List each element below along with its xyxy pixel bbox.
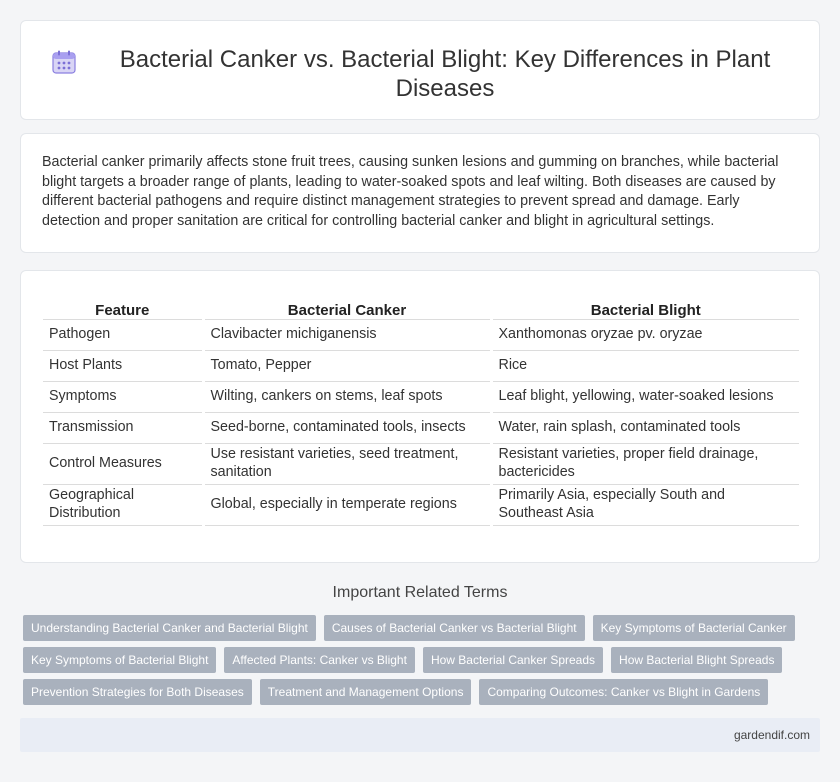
related-terms-title: Important Related Terms <box>332 584 508 601</box>
column-header-canker: Bacterial Canker <box>203 297 491 319</box>
table-cell: Symptoms <box>43 381 203 412</box>
table-cell: Seed-borne, contaminated tools, insects <box>203 412 491 443</box>
header-card <box>20 20 820 120</box>
table-cell: Global, especially in temperate regions <box>203 484 491 525</box>
related-tag[interactable]: Comparing Outcomes: Canker vs Blight in Gardens <box>479 679 768 705</box>
table-cell: Use resistant varieties, seed treatment, sanitation <box>203 443 491 484</box>
related-tag[interactable]: Causes of Bacterial Canker vs Bacterial Blight <box>324 615 585 641</box>
related-tag[interactable]: Affected Plants: Canker vs Blight <box>224 647 415 673</box>
table-row <box>43 381 799 412</box>
table-row <box>43 412 799 443</box>
table-cell: Tomato, Pepper <box>203 350 491 381</box>
tag-row <box>23 679 823 705</box>
calendar-icon <box>51 49 77 75</box>
table-cell: Wilting, cankers on stems, leaf spots <box>203 381 491 412</box>
tag-row <box>23 615 823 641</box>
table-cell: Geographical Distribution <box>43 484 203 525</box>
table-cell: Resistant varieties, proper field drainage, bactericides <box>491 443 799 484</box>
table-cell: Host Plants <box>43 350 203 381</box>
tag-row <box>23 647 823 673</box>
related-tag[interactable]: How Bacterial Canker Spreads <box>423 647 603 673</box>
table-row <box>43 443 799 484</box>
comparison-table-card <box>20 270 820 563</box>
page-title: Bacterial Canker vs. Bacterial Blight: Key Differences in Plant Diseases <box>119 46 771 102</box>
table-row <box>43 319 799 350</box>
table-cell: Primarily Asia, especially South and Southeast Asia <box>491 484 799 525</box>
footer <box>20 718 820 752</box>
table-cell: Clavibacter michiganensis <box>203 319 491 350</box>
table-cell: Leaf blight, yellowing, water-soaked lesions <box>491 381 799 412</box>
related-tag[interactable]: Treatment and Management Options <box>260 679 472 705</box>
intro-paragraph: Bacterial canker primarily affects stone fruit trees, causing sunken lesions and gumming on branches, while bacterial blight targets a broader range of plants, leading to water-soaked spots and leaf wilting. Both diseases are caused by different bacterial pathogens and require distinct management strategies to prevent spread and damage. Early detection and proper sanitation are critical for controlling bacterial canker and blight in agricultural settings. <box>42 154 779 229</box>
comparison-table <box>43 297 799 526</box>
table-cell: Water, rain splash, contaminated tools <box>491 412 799 443</box>
related-tag[interactable]: Key Symptoms of Bacterial Canker <box>593 615 795 641</box>
table-cell: Xanthomonas oryzae pv. oryzae <box>491 319 799 350</box>
related-terms-tags <box>23 615 823 711</box>
table-row <box>43 350 799 381</box>
column-header-feature: Feature <box>43 297 203 319</box>
column-header-blight: Bacterial Blight <box>491 297 799 319</box>
table-cell: Pathogen <box>43 319 203 350</box>
related-tag[interactable]: Key Symptoms of Bacterial Blight <box>23 647 216 673</box>
related-tag[interactable]: Prevention Strategies for Both Diseases <box>23 679 252 705</box>
related-tag[interactable]: Understanding Bacterial Canker and Bacterial Blight <box>23 615 316 641</box>
table-cell: Control Measures <box>43 443 203 484</box>
table-cell: Rice <box>491 350 799 381</box>
table-cell: Transmission <box>43 412 203 443</box>
intro-card <box>20 133 820 253</box>
table-row <box>43 484 799 525</box>
related-tag[interactable]: How Bacterial Blight Spreads <box>611 647 782 673</box>
table-header-row <box>43 297 799 319</box>
footer-site-link[interactable]: gardendif.com <box>733 728 810 742</box>
